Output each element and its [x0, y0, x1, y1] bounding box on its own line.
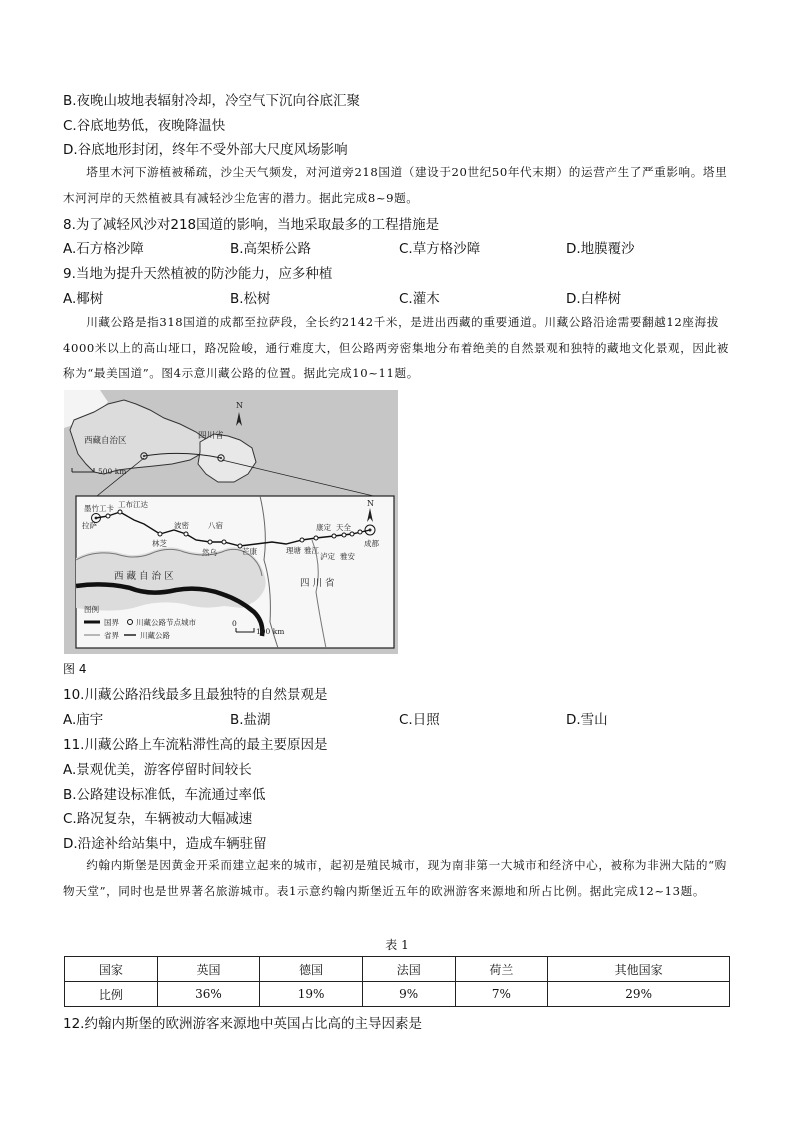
city-label-chengdu: 成都 [364, 539, 379, 548]
q9-stem: 9.当地为提升天然植被的防沙能力，应多种植 [63, 266, 333, 282]
legend-title: 图例 [84, 605, 99, 614]
detail-region-sichuan: 四 川 省 [300, 578, 335, 589]
q11-option-c: C.路况复杂，车辆被动大幅减速 [63, 811, 253, 827]
city-label-mozhugongka: 墨竹工卡 [84, 504, 114, 513]
q8-options [63, 240, 733, 258]
city-marker [314, 536, 318, 540]
detail-region-tibet: 西 藏 自 治 区 [114, 571, 174, 582]
city-label-yaan: 雅安 [340, 552, 355, 561]
legend-road: 川藏公路 [140, 631, 170, 640]
q11-option-d: D.沿途补给站集中，造成车辆驻留 [63, 836, 267, 852]
city-marker [300, 538, 304, 542]
overview-scale-label: 500 km [98, 467, 127, 476]
table-cell: 9% [362, 982, 455, 1007]
passage-johannesburg: 约翰内斯堡是因黄金开采而建立起来的城市，起初是殖民城市，现为南非第一大城市和经济中心，被称为非洲大陆的“购物天堂”，同时也是世界著名旅游城市。表1示意约翰内斯堡近五年的欧洲游客来源地和所占比例。据此完成12~13题。 [63, 858, 727, 898]
table-cell: 29% [548, 982, 730, 1007]
table-cell: 36% [157, 982, 260, 1007]
city-marker [222, 540, 226, 544]
q10-option-a: A.庙宇 [63, 712, 104, 728]
legend-national: 国界 [104, 618, 119, 627]
q7-option-b: B.夜晚山坡地表辐射冷却，冷空气下沉向谷底汇聚 [63, 93, 361, 109]
city-dot [95, 517, 98, 520]
q10-stem: 10.川藏公路沿线最多且最独特的自然景观是 [63, 687, 328, 703]
city-dot [369, 529, 372, 532]
q9-option-d: D.白桦树 [566, 291, 622, 307]
city-label-lhasa: 拉萨 [82, 521, 97, 530]
q7-option-c: C.谷底地势低，夜晚降温快 [63, 118, 226, 134]
table-header-row [65, 957, 730, 982]
legend-city: 川藏公路节点城市 [136, 618, 196, 627]
passage-sichuan-tibet: 川藏公路是指318国道的成都至拉萨段，全长约2142千米，是进出西藏的重要通道。川藏公路沿途需要翻越12座海拔4000米以上的高山垭口，路况险峻，通行难度大，但公路两旁密集地分布着绝美的自然景观和独特的藏地文化景观，因此被称为“最美国道”。图4示意川藏公路的位置。据此完成10~11题。 [63, 315, 729, 381]
city-marker [358, 530, 362, 534]
sichuan-tibet-map [64, 390, 398, 654]
city-label-bomi: 波密 [174, 521, 189, 530]
table-cell: 7% [455, 982, 548, 1007]
table-cell: 比例 [65, 982, 158, 1007]
q11-option-a: A.景观优美，游客停留时间较长 [63, 762, 252, 778]
city-marker [350, 532, 354, 536]
overview-label-sichuan: 四川省 [198, 431, 224, 441]
q8-stem: 8.为了减轻风沙对218国道的影响，当地采取最多的工程措施是 [63, 217, 440, 233]
overview-label-tibet: 西藏自治区 [84, 436, 127, 446]
city-marker [342, 533, 346, 537]
q8-option-b: B.高架桥公路 [230, 241, 312, 257]
city-marker [208, 540, 212, 544]
table-cell: 其他国家 [548, 957, 730, 982]
q10-options [63, 711, 733, 729]
city-label-nyingchi: 林芝 [152, 539, 167, 548]
city-label-gongbujiangda: 工布江达 [118, 500, 148, 509]
city-label-tianquan: 天全 [336, 523, 351, 532]
table-cell: 国家 [65, 957, 158, 982]
city-marker [118, 510, 122, 514]
q9-option-c: C.灌木 [399, 291, 440, 307]
city-label-kangding: 康定 [316, 523, 331, 532]
legend-province: 省界 [104, 631, 119, 640]
q9-option-a: A.椰树 [63, 291, 104, 307]
table-caption: 表 1 [385, 938, 409, 952]
table-cell: 德国 [260, 957, 363, 982]
table-cell: 法国 [362, 957, 455, 982]
table-row [65, 982, 730, 1007]
city-marker [158, 532, 162, 536]
city-label-baxoi: 八宿 [208, 521, 223, 530]
table-cell: 英国 [157, 957, 260, 982]
city-label-ranwu: 然乌 [202, 548, 217, 557]
city-label-litang: 理塘 [286, 546, 301, 555]
q8-option-a: A.石方格沙障 [63, 241, 144, 257]
city-marker [332, 534, 336, 538]
passage-tarim: 塔里木河下游植被稀疏，沙尘天气频发，对河道旁218国道（建设于20世纪50年代末期）的运营产生了严重影响。塔里木河河岸的天然植被具有减轻沙尘危害的潜力。据此完成8~9题。 [63, 165, 728, 205]
detail-north-label: N [367, 499, 374, 508]
overview-north-label: N [236, 401, 243, 410]
q9-option-b: B.松树 [230, 291, 271, 307]
q10-option-d: D.雪山 [566, 712, 608, 728]
city-marker [106, 514, 110, 518]
q11-option-b: B.公路建设标准低，车流通过率低 [63, 787, 266, 803]
table-cell: 19% [260, 982, 363, 1007]
city-label-luding: 泸定 [320, 552, 335, 561]
q11-stem: 11.川藏公路上车流粘滞性高的最主要原因是 [63, 737, 328, 753]
figure-caption: 图 4 [63, 662, 87, 676]
q8-option-c: C.草方格沙障 [399, 241, 481, 257]
q9-options [63, 290, 733, 308]
detail-scale-label: 100 km [256, 627, 285, 636]
city-marker [184, 532, 188, 536]
q12-stem: 12.约翰内斯堡的欧洲游客来源地中英国占比高的主导因素是 [63, 1016, 422, 1032]
city-label-markam: 芒康 [242, 547, 257, 556]
tourist-table [64, 956, 730, 1007]
table-cell: 荷兰 [455, 957, 548, 982]
q7-option-d: D.谷底地形封闭，终年不受外部大尺度风场影响 [63, 142, 348, 158]
q10-option-b: B.盐湖 [230, 712, 271, 728]
city-label-yajiang: 雅江 [304, 546, 319, 555]
detail-scale-zero: 0 [232, 619, 237, 628]
q10-option-c: C.日照 [399, 712, 440, 728]
q8-option-d: D.地膜覆沙 [566, 241, 635, 257]
